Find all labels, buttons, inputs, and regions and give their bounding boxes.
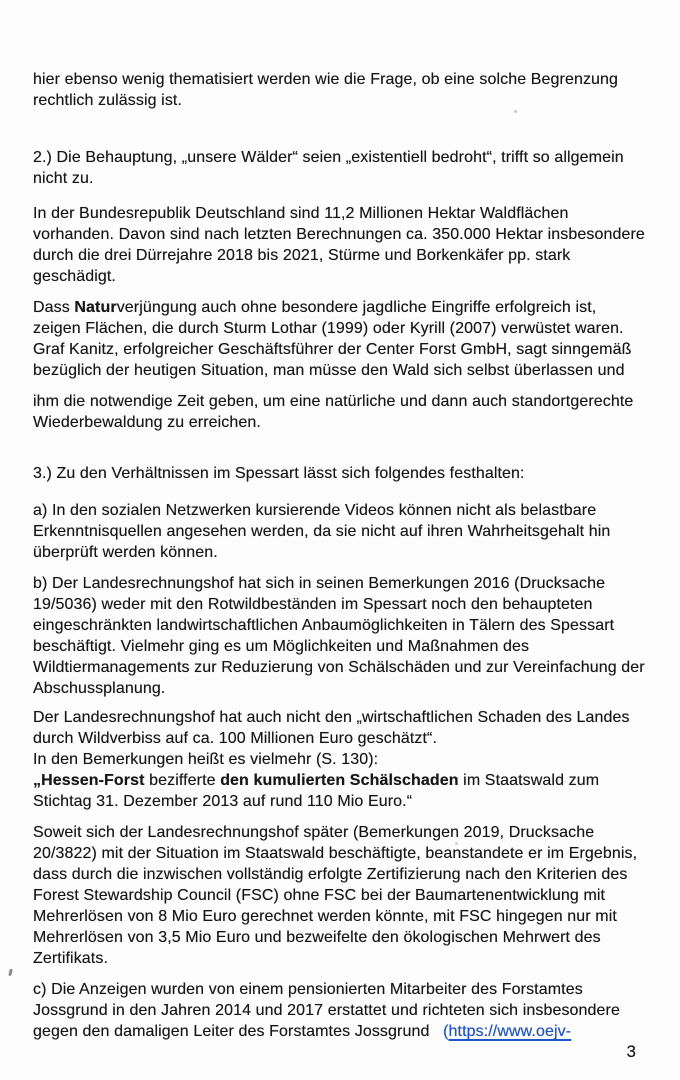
paragraph-natural-regeneration-continuation: ihm die notwendige Zeit geben, um eine natürliche und dann auch standortgerechte Wiederbewaldung zu erreichen.	[33, 393, 634, 431]
paragraph-rechnungshof-quote: Der Landesrechnungshof hat auch nicht den „wirtschaftlichen Schaden des Landes durch Wildverbiss auf ca. 100 Millionen Euro geschätzt“. In den Bemerkungen heißt es vielmehr (S. 130): „Hessen-Forst bezifferte den kumulierten Schälschaden im Staatswald zum Stichtag 31. Dezember 2013 auf rund 110 Mio Euro.“	[33, 709, 630, 810]
paragraph-point-c: c) Die Anzeigen wurden von einem pensionierten Mitarbeiter des Forstamtes Jossgrund in den Jahren 2014 und 2017 erstattet und richteten sich insbesondere gegen den damaligen Leiter des Forstamtes Jossgrund (https://www.oejv-	[33, 981, 620, 1040]
paragraph-forest-area: In der Bundesrepublik Deutschland sind 11,2 Millionen Hektar Waldflächen vorhanden. Davon sind nach letzten Berechnungen ca. 350.000 Hektar insbesondere durch die drei Dürrejahre 2018 bis 2021, Stürme und Borkenkäfer pp. stark geschädigt.	[33, 205, 645, 285]
page-number: 3	[626, 1042, 636, 1061]
document-link[interactable]: https://www.oejv-	[448, 1023, 572, 1040]
paragraph-point-2: 2.) Die Behauptung, „unsere Wälder“ seien „existentiell bedroht“, trifft so allgemein nicht zu.	[33, 149, 624, 187]
paragraph-fsc-certification: Soweit sich der Landesrechnungshof später (Bemerkungen 2019, Drucksache 20/3822) mit der Situation im Staatswald beschäftigte, beanstandete er im Ergebnis, dass durch die inzwischen vollständig erfolgte Zertifizierung nach den Kriterien des Forest Stewardship Council (FSC) ohne FSC bei der Baumartenentwicklung mit Mehrerlösen von 8 Mio Euro gerechnet werden könnte, mit FSC hingegen nur mit Mehrerlösen von 3,5 Mio Euro und bezweifelte den ökologischen Mehrwert des Zertifikats.	[33, 824, 638, 967]
paragraph-point-3-heading: 3.) Zu den Verhältnissen im Spessart lässt sich folgendes festhalten:	[33, 465, 525, 482]
scan-artifact	[455, 842, 458, 845]
scan-artifact	[514, 110, 517, 113]
paragraph-point-b: b) Der Landesrechnungshof hat sich in seinen Bemerkungen 2016 (Drucksache 19/5036) weder mit den Rotwildbeständen im Spessart noch den behaupteten eingeschränkten landwirtschaftlichen Anbaumöglichkeiten in Tälern des Spessart beschäftigt. Vielmehr ging es um Möglichkeiten und Maßnahmen des Wildtiermanagements zur Reduzierung von Schälschäden und zur Vereinfachung der Abschussplanung.	[33, 575, 645, 697]
paragraph-intro-continuation: hier ebenso wenig thematisiert werden wie die Frage, ob eine solche Begrenzung rechtlich zulässig ist.	[33, 71, 619, 109]
paragraph-point-a: a) In den sozialen Netzwerken kursierende Videos können nicht als belastbare Erkenntnisquellen angesehen werden, da sie nicht auf ihren Wahrheitsgehalt hin überprüft werden können.	[33, 502, 611, 561]
paragraph-natural-regeneration: Dass Naturverjüngung auch ohne besondere jagdliche Eingriffe erfolgreich ist, zeigen Flächen, die durch Sturm Lothar (1999) oder Kyrill (2007) verwüstet waren. Graf Kanitz, erfolgreicher Geschäftsführer der Center Forst GmbH, sagt sinngemäß bezüglich der heutigen Situation, man müsse den Wald sich selbst überlassen und	[33, 299, 632, 379]
